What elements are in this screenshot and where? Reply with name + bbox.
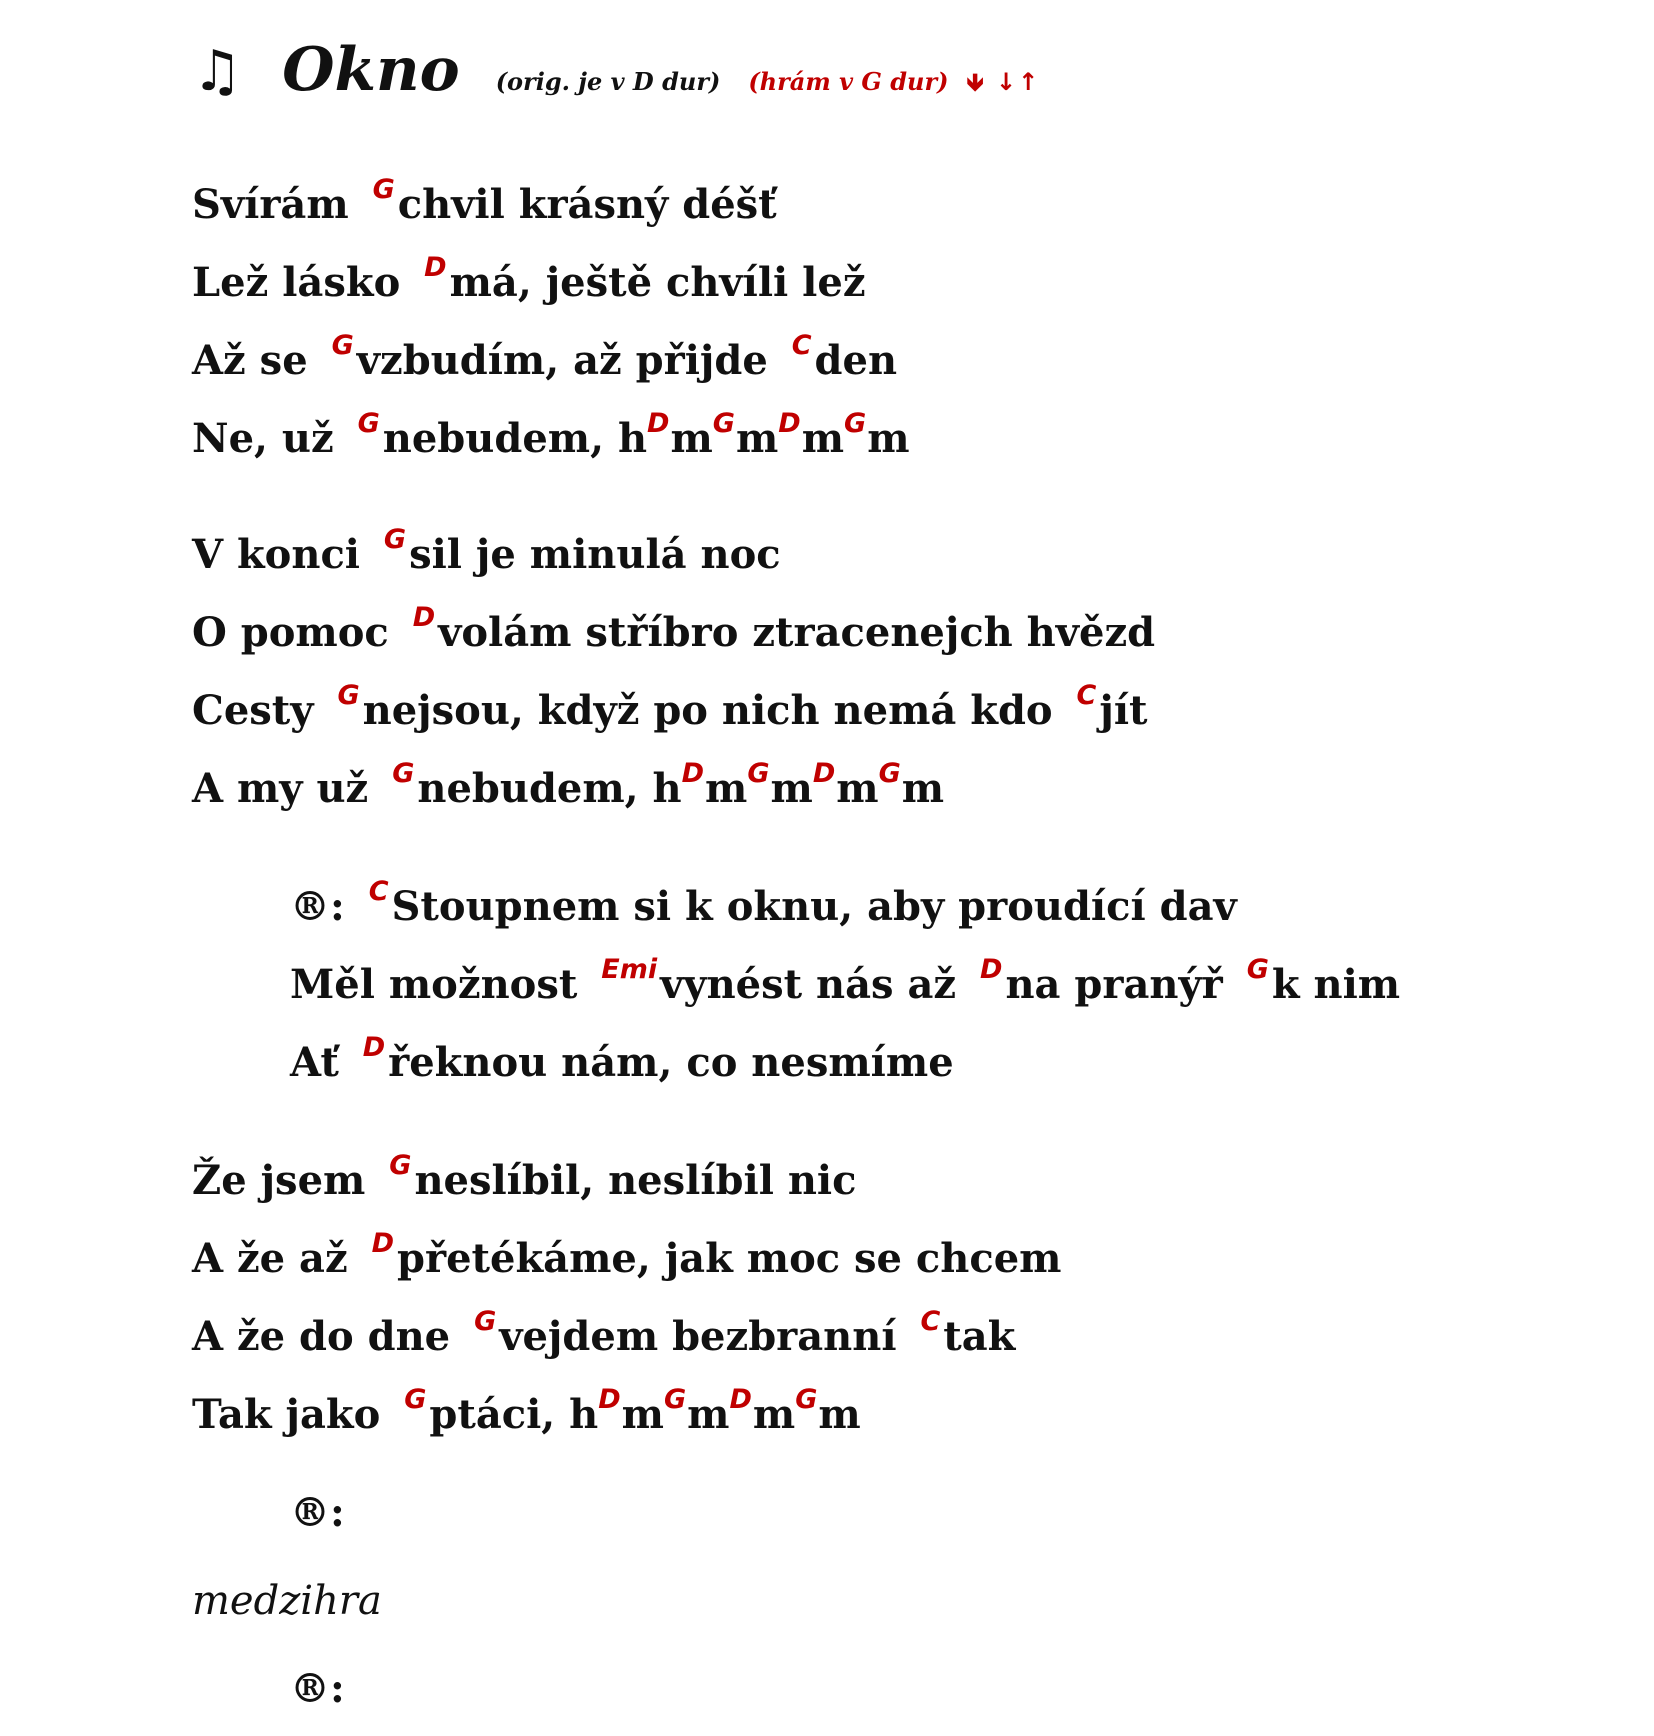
lyric-text: jít: [1099, 687, 1148, 734]
lyric-text: Stoupnem si k oknu, aby proudící dav: [391, 883, 1237, 930]
chord-label: D: [598, 1384, 621, 1415]
lyric-text: sil je minulá noc: [409, 531, 781, 578]
lyric-line: [192, 672, 1612, 750]
lyric-text: den: [814, 337, 898, 384]
chord-label: G: [331, 330, 354, 361]
lyric-text: m: [752, 1391, 796, 1438]
lyric-text: Svírám: [192, 181, 363, 228]
lyric-text: O pomoc: [192, 609, 403, 656]
lyric-text: A že do dne: [192, 1313, 465, 1360]
chord-label: G: [392, 758, 415, 789]
chord-label: C: [791, 330, 812, 361]
lyric-text: Že jsem: [192, 1157, 380, 1204]
song-header: [192, 35, 1612, 130]
lyric-text: nejsou, když po nich nemá kdo: [362, 687, 1067, 734]
chord-label: D: [778, 408, 801, 439]
lyric-text: Ať: [290, 1039, 353, 1086]
lyric-text: k nim: [1271, 961, 1401, 1008]
lyric-line: [290, 868, 1612, 946]
lyric-text: Až se: [192, 337, 322, 384]
lyric-line: [192, 1220, 1612, 1298]
lyric-line: [192, 322, 1612, 400]
chord-label: D: [980, 954, 1003, 985]
lyric-text: m: [867, 415, 910, 462]
lyric-text: řeknou nám, co nesmíme: [388, 1039, 954, 1086]
interlude-label: medzihra: [192, 1578, 382, 1624]
lyric-line: [192, 244, 1612, 322]
lyric-text: na pranýř: [1005, 961, 1237, 1008]
lyric-text: ®:: [290, 883, 359, 930]
lyric-text: vejdem bezbranní: [499, 1313, 911, 1360]
chorus-reference-2: ®:: [290, 1665, 345, 1712]
chord-label: D: [812, 758, 836, 789]
lyric-line: [192, 594, 1612, 672]
chord-label: D: [424, 252, 447, 283]
chord-label: G: [1246, 954, 1269, 985]
song-sheet: [192, 35, 1612, 1728]
lyric-text: Tak jako: [192, 1391, 395, 1438]
lyric-text: volám stříbro ztracenejch hvězd: [438, 609, 1156, 656]
chord-label: C: [920, 1306, 941, 1337]
chord-label: D: [371, 1228, 395, 1259]
lyric-text: m: [621, 1391, 664, 1438]
verse-2: [192, 516, 1612, 828]
lyric-text: m: [687, 1391, 730, 1438]
chord-label: D: [681, 758, 705, 789]
lyric-text: má, ještě chvíli lež: [449, 259, 866, 306]
chord-label: G: [337, 680, 360, 711]
lyric-text: tak: [943, 1313, 1016, 1360]
chord-label: C: [1076, 680, 1097, 711]
chord-label: G: [383, 524, 407, 555]
lyric-text: A my už: [192, 765, 383, 812]
lyric-line: [192, 516, 1612, 594]
chord-label: D: [412, 602, 436, 633]
lyric-text: m: [836, 765, 879, 812]
verse-1: [192, 166, 1612, 478]
chord-label: G: [795, 1384, 818, 1415]
chord-label: G: [712, 408, 735, 439]
lyric-text: m: [770, 765, 813, 812]
lyric-line: [192, 1142, 1612, 1220]
lyric-text: vzbudím, až přijde: [356, 337, 782, 384]
chord-label: D: [362, 1032, 386, 1063]
chord-label: G: [404, 1384, 427, 1415]
chord-label: G: [389, 1150, 412, 1181]
chord-label: G: [372, 174, 395, 205]
lyric-text: Lež lásko: [192, 259, 415, 306]
chord-label: Emi: [601, 954, 658, 985]
chord-label: D: [647, 408, 670, 439]
lyric-text: A že až: [192, 1235, 362, 1282]
verse-3: [192, 1142, 1612, 1454]
lyric-text: vynést nás až: [660, 961, 971, 1008]
lyric-line: [192, 1376, 1612, 1454]
lyric-text: chvil krásný déšť: [397, 181, 777, 228]
chord-label: G: [878, 758, 901, 789]
transpose-arrows-icon[interactable]: 🡻 ↓↑: [966, 68, 1041, 96]
chord-label: G: [844, 408, 867, 439]
music-note-icon: ♫: [192, 39, 243, 104]
lyric-text: přetékáme, jak moc se chcem: [397, 1235, 1062, 1282]
chorus: [192, 868, 1612, 1102]
chord-label: C: [368, 876, 389, 907]
lyric-text: nebudem, h: [382, 415, 648, 462]
lyric-text: m: [818, 1391, 861, 1438]
lyric-text: m: [705, 765, 748, 812]
lyric-text: nebudem, h: [417, 765, 682, 812]
lyric-line: [290, 1024, 1612, 1102]
song-title: Okno: [282, 35, 460, 105]
lyric-text: m: [901, 765, 945, 812]
lyric-line: [290, 946, 1612, 1024]
lyric-text: m: [801, 415, 845, 462]
lyric-line: [192, 750, 1612, 828]
chord-label: G: [747, 758, 770, 789]
lyric-text: ptáci, h: [429, 1391, 599, 1438]
lyric-text: m: [735, 415, 779, 462]
lyric-line: [192, 400, 1612, 478]
lyric-line: [192, 166, 1612, 244]
lyric-text: V konci: [192, 531, 374, 578]
chord-label: G: [474, 1306, 497, 1337]
lyric-text: Ne, už: [192, 415, 348, 462]
lyric-text: Cesty: [192, 687, 328, 734]
chord-label: D: [729, 1384, 752, 1415]
lyric-text: neslíbil, neslíbil nic: [414, 1157, 857, 1204]
lyric-line: [192, 1298, 1612, 1376]
lyric-text: m: [670, 415, 713, 462]
played-key: (hrám v G dur): [748, 67, 949, 96]
chorus-reference: ®:: [290, 1489, 345, 1536]
lyric-text: Měl možnost: [290, 961, 592, 1008]
original-key: (orig. je v D dur): [495, 67, 721, 96]
chord-label: G: [357, 408, 380, 439]
chord-label: G: [664, 1384, 687, 1415]
